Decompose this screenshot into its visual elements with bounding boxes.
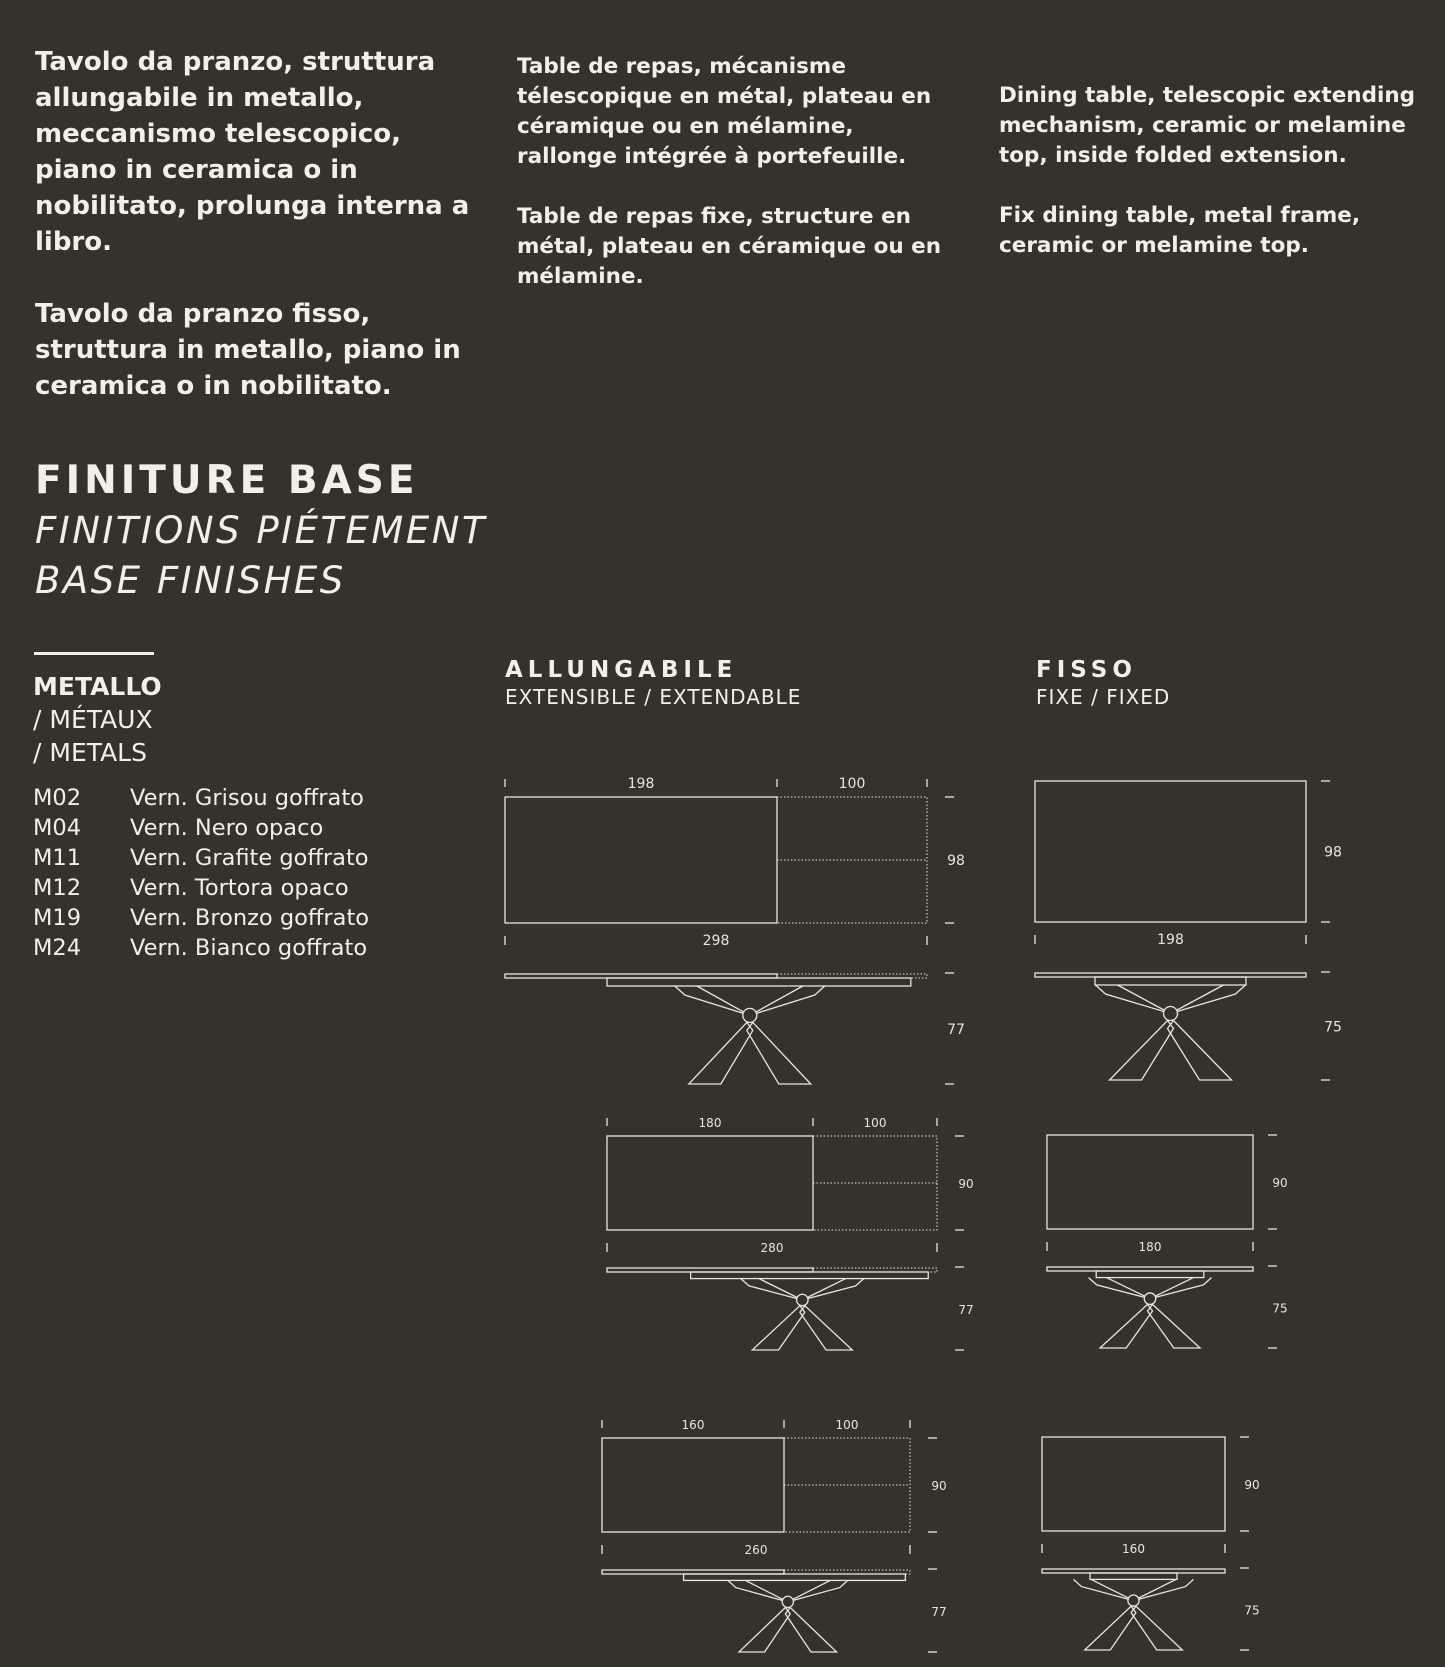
finish-code: M04 [33, 815, 82, 841]
fixed-drawing [1042, 1437, 1260, 1650]
total-length-label: 260 [744, 1543, 768, 1557]
length-label: 180 [1138, 1240, 1162, 1254]
total-length-label: 280 [760, 1241, 784, 1255]
depth-label: 98 [1324, 844, 1342, 861]
height-label: 77 [947, 1022, 965, 1038]
base-leg [1148, 1304, 1201, 1348]
description-fr-fixed: Table de repas fixe, structure en métal, plateau en céramique ou en mélamine. [517, 204, 942, 289]
finishes-title-it: FINITURE BASE [35, 458, 419, 503]
depth-label: 90 [1272, 1176, 1288, 1190]
base-node [1144, 1293, 1155, 1304]
tabletop-plan [602, 1438, 784, 1532]
finish-name: Vern. Bianco goffrato [130, 935, 368, 961]
height-label: 77 [958, 1303, 974, 1317]
finishes-title-en: BASE FINISHES [35, 559, 346, 602]
total-length-label: 298 [702, 933, 730, 949]
base-leg [1100, 1304, 1153, 1348]
height-label: 75 [1244, 1603, 1260, 1618]
extendable-drawing [607, 1116, 974, 1350]
frame-rail [1096, 1271, 1204, 1278]
fixed-subtitle: FIXE / FIXED [1036, 685, 1171, 709]
height-label: 75 [1324, 1019, 1342, 1036]
frame-rail [1090, 1573, 1177, 1579]
tabletop-plan [505, 797, 777, 923]
description-it-extendable: Tavolo da pranzo, struttura allungabile in metallo, meccanismo telescopico, piano in ceramica o in nobilitato, prolunga interna a libro. [35, 47, 470, 257]
base-arm [1096, 985, 1171, 1014]
base-leg [1131, 1606, 1182, 1650]
base-arm [788, 1580, 848, 1602]
extendable-drawing [602, 1418, 947, 1652]
base-arm [1089, 1278, 1151, 1299]
finish-code: M24 [33, 935, 82, 961]
description-en-extendable: Dining table, telescopic extending mechanism, ceramic or melamine top, inside folded extension. [999, 83, 1416, 168]
base-arm [1091, 1579, 1133, 1600]
finish-code: M19 [33, 905, 82, 931]
finishes-title-fr: FINITIONS PIÉTEMENT [35, 509, 488, 552]
extendable-title: ALLUNGABILE [505, 657, 738, 683]
depth-label: 90 [958, 1177, 974, 1191]
fixed-drawing [1047, 1135, 1288, 1348]
base-arm [802, 1279, 846, 1300]
height-label: 77 [931, 1605, 947, 1619]
base-arm [745, 1580, 787, 1602]
base-node [782, 1596, 793, 1607]
base-arm [1171, 985, 1246, 1014]
metals-label-en: / METALS [33, 738, 147, 767]
base-arm [1171, 985, 1224, 1014]
length-label: 198 [627, 776, 655, 792]
depth-label: 90 [1244, 1478, 1260, 1492]
base-leg [1168, 1021, 1232, 1081]
base-node [797, 1294, 808, 1305]
length-label: 198 [1157, 932, 1184, 948]
tabletop-plan [1035, 781, 1306, 922]
finish-name: Vern. Tortora opaco [130, 875, 349, 901]
base-leg [689, 1022, 753, 1084]
depth-label: 98 [947, 853, 965, 869]
length-label: 180 [698, 1116, 722, 1130]
base-arm [802, 1279, 864, 1300]
tabletop-plan [1042, 1437, 1225, 1531]
base-node [743, 1008, 757, 1022]
base-leg [1110, 1021, 1174, 1081]
finish-name: Vern. Bronzo goffrato [130, 905, 370, 931]
finish-code: M02 [33, 785, 82, 811]
base-node [1164, 1007, 1178, 1021]
base-arm [1074, 1579, 1134, 1600]
finish-name: Vern. Grafite goffrato [130, 845, 369, 871]
base-arm [750, 986, 825, 1015]
metals-label-it: METALLO [33, 672, 162, 701]
description-en-fixed: Fix dining table, metal frame, ceramic or melamine top. [999, 203, 1361, 258]
description-fr-extendable: Table de repas, mécanisme télescopique en métal, plateau en céramique ou en mélamine, rallonge intégrée à portefeuille. [517, 54, 932, 169]
extension-label: 100 [863, 1116, 887, 1130]
extension-label: 100 [838, 776, 866, 792]
base-arm [675, 986, 750, 1015]
base-leg [785, 1608, 836, 1653]
base-arm [1134, 1579, 1176, 1600]
base-arm [741, 1279, 803, 1300]
description-it-fixed: Tavolo da pranzo fisso, struttura in metallo, piano in ceramica o in nobilitato. [35, 299, 461, 401]
depth-label: 90 [931, 1479, 947, 1493]
base-leg [752, 1306, 805, 1350]
length-label: 160 [681, 1418, 705, 1432]
base-arm [759, 1279, 802, 1300]
base-arm [728, 1580, 788, 1602]
frame-rail [684, 1574, 906, 1580]
finish-code: M12 [33, 875, 82, 901]
frame-rail [1095, 977, 1246, 985]
base-arm [1150, 1278, 1194, 1299]
base-node [1128, 1595, 1139, 1606]
base-leg [800, 1306, 852, 1350]
length-label: 160 [1122, 1542, 1145, 1556]
extension-label: 100 [835, 1418, 859, 1432]
fixed-title: FISSO [1036, 657, 1137, 683]
metals-label-fr: / MÉTAUX [33, 705, 153, 734]
finish-name: Vern. Nero opaco [130, 815, 324, 841]
finish-name: Vern. Grisou goffrato [130, 785, 364, 811]
extendable-subtitle: EXTENSIBLE / EXTENDABLE [505, 685, 802, 709]
base-leg [747, 1022, 811, 1084]
height-label: 75 [1272, 1301, 1288, 1316]
base-arm [1150, 1278, 1212, 1299]
base-arm [1107, 1278, 1151, 1299]
base-arm [1134, 1579, 1194, 1600]
finish-code: M11 [33, 845, 82, 871]
base-leg [739, 1608, 790, 1653]
base-arm [788, 1580, 830, 1602]
fixed-drawing [1035, 781, 1342, 1080]
tabletop-plan [607, 1136, 813, 1230]
extendable-drawing [505, 776, 965, 1084]
frame-rail [691, 1272, 929, 1279]
frame-rail [607, 978, 911, 986]
base-leg [1085, 1606, 1136, 1650]
tabletop-plan [1047, 1135, 1253, 1229]
base-arm [1118, 985, 1171, 1014]
